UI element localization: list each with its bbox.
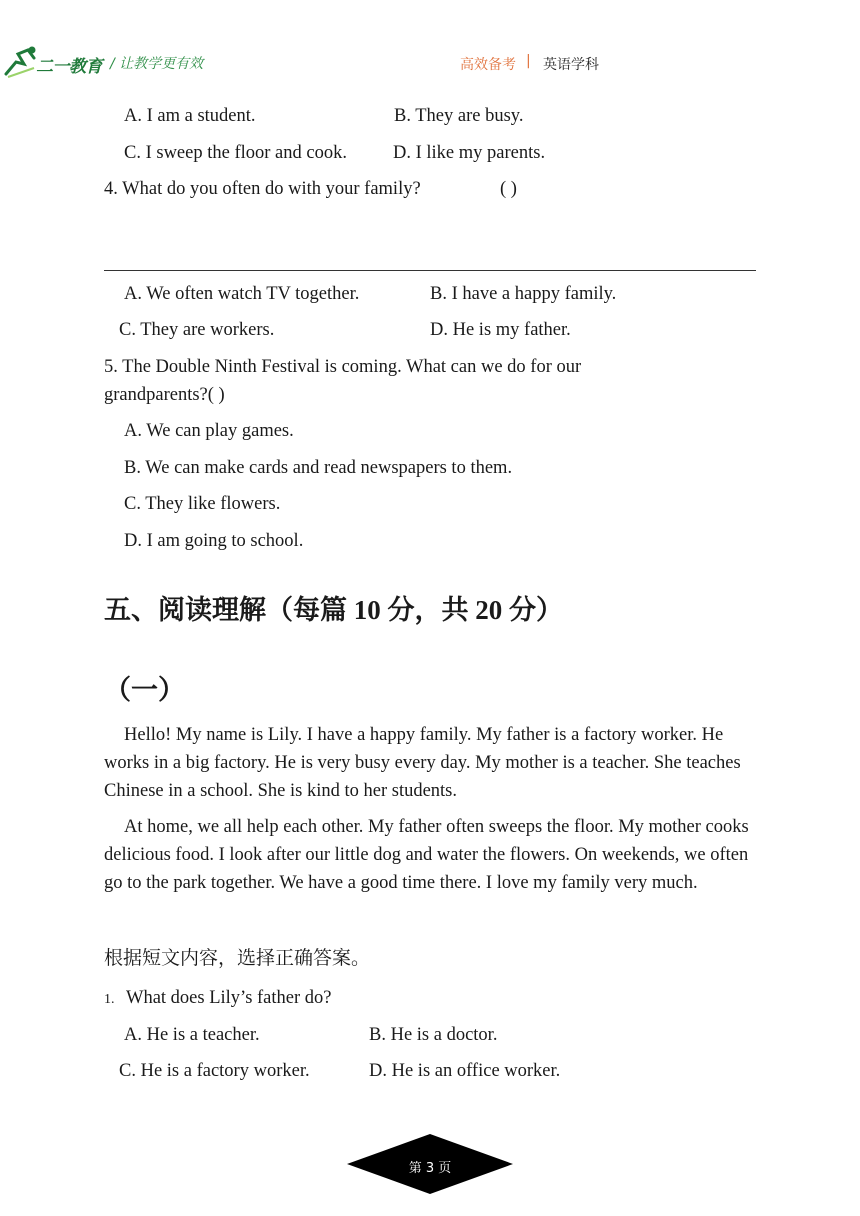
brand-name: 二一教育 — [36, 57, 102, 77]
q5-option-c: C. They like flowers. — [124, 494, 281, 514]
q5-option-a: A. We can play games. — [124, 421, 294, 441]
reading-q1-number: 1. — [104, 992, 115, 1007]
q5-question-cont: grandparents?( ) — [104, 385, 225, 405]
q3-option-b: B. They are busy. — [394, 106, 524, 126]
page-number: 第 3 页 — [408, 1161, 452, 1176]
reading-q1-option-a: A. He is a teacher. — [124, 1025, 260, 1045]
reading-q1-option-d: D. He is an office worker. — [369, 1061, 561, 1081]
answer-divider-line — [104, 270, 756, 271]
q5-option-d: D. I am going to school. — [124, 531, 304, 551]
q5-question: 5. The Double Ninth Festival is coming. What can we do for our — [104, 357, 582, 377]
passage-paragraph-2 — [104, 813, 756, 897]
brand-slogan: / 让教学更有效 — [110, 56, 204, 72]
instruction-text: 根据短文内容，选择正确答案。 — [104, 947, 371, 969]
section-heading: 五、阅读理解（每篇 10 分，共 20 分） — [104, 595, 563, 625]
header-tag-exam: 高效备考 — [460, 57, 516, 73]
q3-option-d: D. I like my parents. — [393, 143, 546, 163]
reading-q1-option-c: C. He is a factory worker. — [119, 1061, 310, 1081]
q4-option-a: A. We often watch TV together. — [124, 284, 360, 304]
passage-number-heading: （一） — [104, 675, 185, 705]
passage-paragraph-1-text: Hello! My name is Lily. I have a happy family. My father is a factory worker. He works in a big factory. He is very busy every day. My mother is a teacher. She teaches Chinese in a school. She is kind to her students. — [104, 725, 741, 801]
q4-option-c: C. They are workers. — [119, 320, 275, 340]
q4-option-d: D. He is my father. — [430, 320, 571, 340]
reading-q1-option-b: B. He is a doctor. — [369, 1025, 498, 1045]
q5-option-b: B. We can make cards and read newspapers to them. — [124, 458, 513, 478]
reading-q1-question: What does Lily’s father do? — [126, 988, 332, 1008]
q3-option-c: C. I sweep the floor and cook. — [124, 143, 347, 163]
passage-paragraph-1 — [104, 721, 756, 805]
passage-paragraph-2-text: At home, we all help each other. My father often sweeps the floor. My mother cooks delicious food. I look after our little dog and water the flowers. On weekends, we often go to the park together. We have a good time there. I love my family very much. — [104, 817, 749, 893]
header-separator: | — [526, 53, 531, 69]
q4-option-b: B. I have a happy family. — [430, 284, 617, 304]
header-tag-subject: 英语学科 — [543, 57, 599, 73]
q4-question: 4. What do you often do with your family? — [104, 179, 421, 199]
q3-option-a: A. I am a student. — [124, 106, 256, 126]
q4-answer-blank: ( ) — [500, 179, 517, 199]
